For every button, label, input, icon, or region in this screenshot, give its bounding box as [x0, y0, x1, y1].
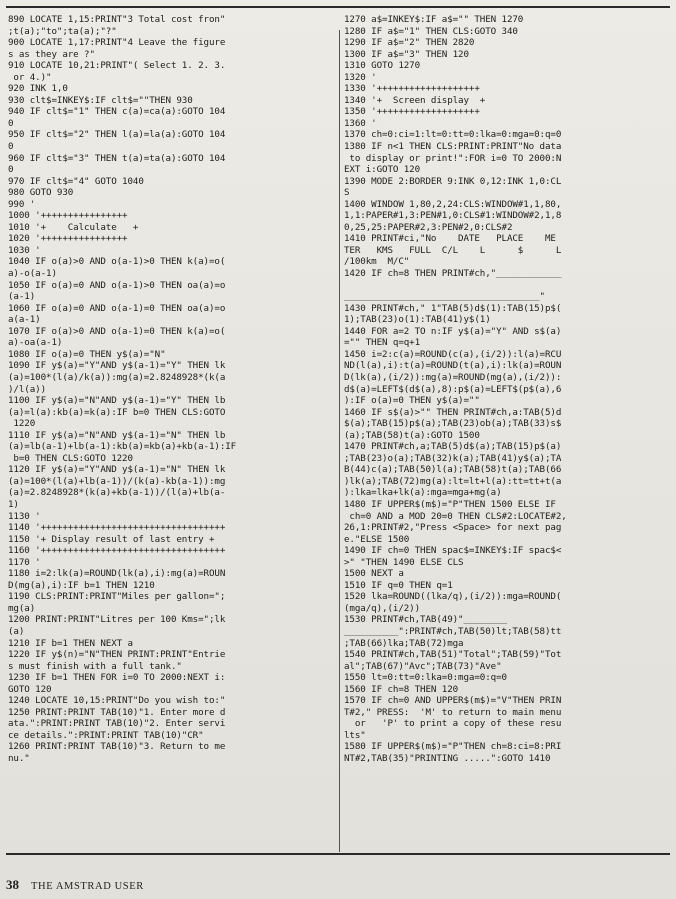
code-line: 960 IF clt$="3" THEN t(a)=ta(a):GOTO 104: [8, 152, 226, 164]
code-line: 26,1:PRINT#2,"Press <Space> for next pag: [344, 522, 562, 534]
code-line: 0: [8, 164, 14, 176]
code-line: 1090 IF y$(a)="Y"AND y$(a-1)="Y" THEN lk: [8, 360, 226, 372]
code-line: 1230 IF b=1 THEN FOR i=0 TO 2000:NEXT i:: [8, 672, 226, 684]
code-line: 910 LOCATE 10,21:PRINT"( Select 1. 2. 3.: [8, 60, 226, 72]
code-line: 930 clt$=INKEY$:IF clt$=""THEN 930: [8, 94, 193, 106]
code-line: ;TAB(23)o(a);TAB(32)k(a);TAB(41)y$(a);TA: [344, 452, 562, 464]
code-line: ce details.":PRINT:PRINT TAB(10)"CR": [8, 729, 204, 741]
code-line: 1260 PRINT:PRINT TAB(10)"3. Return to me: [8, 741, 226, 753]
code-line: 1250 PRINT:PRINT TAB(10)"1. Enter more d: [8, 706, 226, 718]
code-line: 890 LOCATE 1,15:PRINT"3 Total cost fron": [8, 14, 226, 25]
code-line: 1570 IF ch=0 AND UPPER$(m$)="V"THEN PRIN: [344, 695, 562, 707]
code-line: 1440 FOR a=2 TO n:IF y$(a)="Y" AND s$(a): [344, 325, 562, 337]
code-line: 1460 IF s$(a)>"" THEN PRINT#ch,a:TAB(5)d: [344, 406, 562, 418]
code-line: 900 LOCATE 1,17:PRINT"4 Leave the figure: [8, 37, 226, 49]
code-line: 1280 IF a$="1" THEN CLS:GOTO 340: [344, 25, 518, 37]
code-line: 1490 IF ch=0 THEN spac$=INKEY$:IF spac$<: [344, 545, 562, 557]
code-line: (a)=lb(a-1)+lb(a-1):kb(a)=kb(a)+kb(a-1):IF: [8, 441, 237, 453]
code-line: 1020 '++++++++++++++++: [8, 233, 128, 245]
code-line: 1170 ': [8, 556, 41, 568]
code-line: 1120 IF y$(a)="Y"AND y$(a-1)="N" THEN lk: [8, 464, 226, 476]
column-divider: [339, 30, 340, 852]
code-line: 1190 CLS:PRINT:PRINT"Miles per gallon=";: [8, 591, 226, 603]
code-line: 1420 IF ch=8 THEN PRINT#ch,"____________: [344, 268, 562, 280]
code-line: b=0 THEN CLS:GOTO 1220: [8, 452, 133, 464]
code-line: 1,1:PAPER#1,3:PEN#1,0:CLS#1:WINDOW#2,1,8: [344, 210, 562, 222]
code-line: 1220 IF y$(n)="N"THEN PRINT:PRINT"Entrie: [8, 649, 226, 661]
code-line: 1050 IF o(a)=0 AND o(a-1)>0 THEN oa(a)=o: [8, 279, 226, 291]
code-line: 0: [8, 117, 14, 129]
code-line: 1370 ch=0:ci=1:lt=0:tt=0:lka=0:mga=0:q=0: [344, 129, 562, 141]
code-line: 1180 i=2:lk(a)=ROUND(lk(a),i):mg(a)=ROUN: [8, 568, 226, 580]
code-line: 1400 WINDOW 1,80,2,24:CLS:WINDOW#1,1,80,: [344, 198, 562, 210]
code-line: 980 GOTO 930: [8, 187, 74, 199]
code-line: ata.":PRINT:PRINT TAB(10)"2. Enter servi: [8, 718, 226, 730]
code-line: 1): [8, 498, 19, 510]
code-line: 1410 PRINT#ci,"No DATE PLACE ME: [344, 233, 556, 245]
code-line: 1140 '++++++++++++++++++++++++++++++++++: [8, 522, 226, 534]
code-line: or 'P' to print a copy of these resu: [344, 718, 562, 730]
code-line: S: [344, 187, 350, 199]
code-line: 1580 IF UPPER$(m$)="P"THEN ch=8:ci=8:PRI: [344, 741, 562, 753]
code-line: /100km M/C": [344, 256, 410, 268]
code-line: 1070 IF o(a)>0 AND o(a-1)=0 THEN k(a)=o(: [8, 325, 226, 337]
code-line: )lk(a);TAB(72)mg(a):lt=lt+l(a):tt=tt+t(a: [344, 475, 562, 487]
magazine-title: THE AMSTRAD USER: [31, 881, 144, 892]
code-line: 970 IF clt$="4" GOTO 1040: [8, 175, 144, 187]
code-line: 1320 ': [344, 71, 377, 83]
code-line: ):IF o(a)=0 THEN y$(a)="": [344, 395, 480, 407]
code-line: 920 INK 1,0: [8, 83, 68, 95]
page-footer: [6, 876, 144, 894]
code-line: ND(l(a),i):t(a)=ROUND(t(a),i):lk(a)=ROUN: [344, 360, 562, 372]
code-line: 1);TAB(23)o(1):TAB(41)y$(1): [344, 314, 491, 326]
page-number: 38: [6, 877, 19, 892]
code-line: s as they are ?": [8, 48, 95, 60]
code-line: D(lk(a),(i/2)):mg(a)=ROUND(mg(a),(i/2)):: [344, 371, 562, 383]
code-line: 1290 IF a$="2" THEN 2820: [344, 37, 475, 49]
code-line: 0,25,25:PAPER#2,3:PEN#2,0:CLS#2: [344, 221, 513, 233]
listing-column-left: [8, 14, 336, 765]
code-line: (a)=100*(l(a)/k(a)):mg(a)=2.8248928*(k(a: [8, 371, 226, 383]
code-line: 1350 '+++++++++++++++++++: [344, 106, 480, 118]
code-line: ):lka=lka+lk(a):mga=mga+mg(a): [344, 487, 502, 499]
code-line: (a)=100*(l(a)+lb(a-1))/(k(a)-kb(a-1)):mg: [8, 475, 226, 487]
code-line: nu.": [8, 753, 30, 764]
code-line: NT#2,TAB(35)"PRINTING .....":GOTO 1410: [344, 753, 551, 764]
code-line: (a-1): [8, 291, 36, 303]
code-line: al";TAB(67)"Avc";TAB(73)"Ave": [344, 660, 502, 672]
code-line: 1100 IF y$(a)="N"AND y$(a-1)="Y" THEN lb: [8, 395, 226, 407]
code-line: ;t(a);"to";ta(a);"?": [8, 25, 117, 37]
code-line: 0: [8, 141, 14, 153]
code-line: 1550 lt=0:tt=0:lka=0:mga=0:q=0: [344, 672, 507, 684]
code-line: 1210 IF b=1 THEN NEXT a: [8, 637, 133, 649]
code-line: D(mg(a),i):IF b=1 THEN 1210: [8, 579, 155, 591]
code-line: a(a-1): [8, 314, 41, 326]
code-line: (a)=2.8248928*(k(a)+kb(a-1))/(l(a)+lb(a-: [8, 487, 226, 499]
code-line: (mga/q),(i/2)): [344, 602, 421, 614]
code-line: __________":PRINT#ch,TAB(50)lt;TAB(58)tt: [344, 625, 562, 637]
code-line: 1160 '++++++++++++++++++++++++++++++++++: [8, 545, 226, 557]
code-line: GOTO 120: [8, 683, 52, 695]
code-line: (a): [8, 625, 25, 637]
code-line: ____________________________________": [344, 291, 545, 303]
code-line: or 4.)": [8, 71, 52, 83]
code-line: lts": [344, 729, 366, 741]
top-rule: [6, 6, 670, 8]
code-line: 1530 PRINT#ch,TAB(49)"________: [344, 614, 507, 626]
code-line: 1500 NEXT a: [344, 568, 404, 580]
code-line: 1040 IF o(a)>0 AND o(a-1)>0 THEN k(a)=o(: [8, 256, 226, 268]
code-line: mg(a): [8, 602, 36, 614]
code-line: 1340 '+ Screen display +: [344, 94, 486, 106]
code-line: 1110 IF y$(a)="N"AND y$(a-1)="N" THEN lb: [8, 429, 226, 441]
code-line: a)-o(a-1): [8, 268, 57, 280]
code-line: e."ELSE 1500: [344, 533, 410, 545]
code-line: 950 IF clt$="2" THEN l(a)=la(a):GOTO 104: [8, 129, 226, 141]
code-line: 1390 MODE 2:BORDER 9:INK 0,12:INK 1,0:CL: [344, 175, 562, 187]
code-line: 1130 ': [8, 510, 41, 522]
code-line: (a)=l(a):kb(a)=k(a):IF b=0 THEN CLS:GOTO: [8, 406, 226, 418]
code-line: 1220: [8, 418, 36, 430]
code-line: ch=0 AND a MOD 20=0 THEN CLS#2:LOCATE#2,: [344, 510, 567, 522]
code-line: [344, 280, 670, 292]
code-line: EXT i:GOTO 120: [344, 164, 421, 176]
code-line: 1060 IF o(a)=0 AND o(a-1)=0 THEN oa(a)=o: [8, 302, 226, 314]
code-line: 1010 '+ Calculate +: [8, 221, 139, 233]
code-line: 1480 IF UPPER$(m$)="P"THEN 1500 ELSE IF: [344, 498, 556, 510]
code-line: 1080 IF o(a)=0 THEN y$(a)="N": [8, 348, 166, 360]
code-line: 1450 i=2:c(a)=ROUND(c(a),(i/2)):l(a)=RCU: [344, 348, 562, 360]
code-line: ;TAB(66)lka;TAB(72)mga: [344, 637, 464, 649]
code-line: d$(a)=LEFT$(d$(a),8):p$(a)=LEFT$(p$(a),6: [344, 383, 562, 395]
code-line: ="" THEN q=q+1: [344, 337, 421, 349]
code-line: )/l(a)): [8, 383, 47, 395]
code-line: 1330 '+++++++++++++++++++: [344, 83, 480, 95]
code-line: 1430 PRINT#ch," 1"TAB(5)d$(1):TAB(15)p$(: [344, 302, 562, 314]
code-line: B(44)c(a);TAB(50)l(a);TAB(58)t(a);TAB(66: [344, 464, 562, 476]
code-line: T#2," PRESS: 'M' to return to main menu: [344, 706, 562, 718]
code-line: >" "THEN 1490 ELSE CLS: [344, 556, 464, 568]
listing-column-right: [344, 14, 670, 765]
code-line: (a);TAB(58)t(a):GOTO 1500: [344, 429, 480, 441]
code-line: 1200 PRINT:PRINT"Litres per 100 Kms=";lk: [8, 614, 226, 626]
code-line: $(a);TAB(15)p$(a);TAB(23)ob(a);TAB(33)s$: [344, 418, 562, 430]
code-line: TER KMS FULL C/L L $ L: [344, 244, 562, 256]
code-line: 1240 LOCATE 10,15:PRINT"Do you wish to:": [8, 695, 226, 707]
code-line: 1310 GOTO 1270: [344, 60, 421, 72]
code-line: 1270 a$=INKEY$:IF a$="" THEN 1270: [344, 14, 524, 25]
code-line: s must finish with a full tank.": [8, 660, 182, 672]
code-line: 1540 PRINT#ch,TAB(51)"Total";TAB(59)"Tot: [344, 649, 562, 661]
bottom-rule: [6, 853, 670, 855]
code-line: 1510 IF q=0 THEN q=1: [344, 579, 453, 591]
code-line: to display or print!":FOR i=0 TO 2000:N: [344, 152, 562, 164]
code-line: a)-oa(a-1): [8, 337, 63, 349]
code-line: 1300 IF a$="3" THEN 120: [344, 48, 469, 60]
code-line: 1030 ': [8, 244, 41, 256]
code-line: 1520 lka=ROUND((lka/q),(i/2)):mga=ROUND(: [344, 591, 562, 603]
code-line: 1380 IF n<1 THEN CLS:PRINT:PRINT"No data: [344, 141, 562, 153]
code-line: 1150 '+ Display result of last entry +: [8, 533, 215, 545]
code-line: 990 ': [8, 198, 36, 210]
code-line: 1470 PRINT#ch,a;TAB(5)d$(a);TAB(15)p$(a): [344, 441, 562, 453]
code-line: 1000 '++++++++++++++++: [8, 210, 128, 222]
code-line: 1560 IF ch=8 THEN 120: [344, 683, 459, 695]
code-line: 1360 ': [344, 117, 377, 129]
code-line: 940 IF clt$="1" THEN c(a)=ca(a):GOTO 104: [8, 106, 226, 118]
